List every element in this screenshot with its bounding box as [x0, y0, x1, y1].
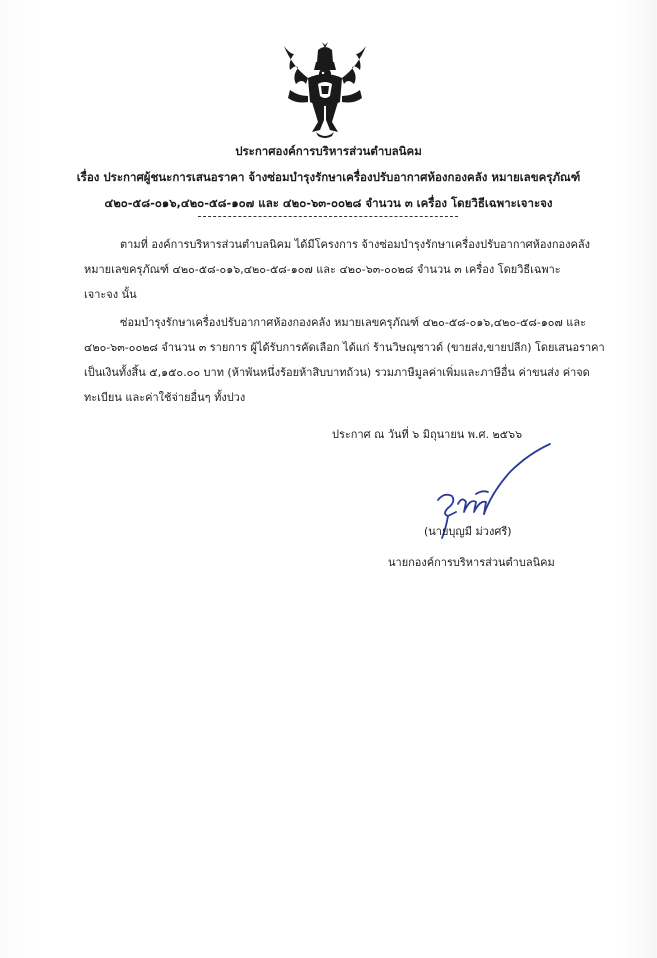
paragraph-2-line-3: เป็นเงินทั้งสิ้น ๕,๑๕๐.๐๐ บาท (ห้าพันหนึ่งร้อยห้าสิบบาทถ้วน) รวมภาษีมูลค่าเพิ่มและภาษีอื่น ค่าขนส่ง ค่าจด: [84, 366, 590, 379]
announcement-date: ประกาศ ณ วันที่ ๖ มิถุนายน พ.ศ. ๒๕๖๖: [332, 428, 523, 441]
title-line-2: เรื่อง ประกาศผู้ชนะการเสนอราคา จ้างซ่อมบำรุงรักษาเครื่องปรับอากาศห้องกองคลัง หมายเลขครุภัณฑ์: [76, 170, 581, 184]
paragraph-1-line-3: เจาะจง นั้น: [84, 288, 137, 301]
signer-position: นายกองค์การบริหารส่วนตำบลนิคม: [388, 556, 555, 569]
paragraph-1-line-2: หมายเลขครุภัณฑ์ ๔๒๐-๕๘-๐๑๖,๔๒๐-๕๘-๑๐๗ และ ๔๒๐-๖๓-๐๐๒๘ จำนวน ๓ เครื่อง โดยวิธีเฉพาะ: [84, 263, 561, 276]
paragraph-1: [84, 232, 590, 307]
title-divider: [198, 216, 458, 217]
title-line-3: ๔๒๐-๕๘-๐๑๖,๔๒๐-๕๘-๑๐๗ และ ๔๒๐-๖๓-๐๐๒๘ จำนวน ๓ เครื่อง โดยวิธีเฉพาะเจาะจง: [104, 196, 553, 210]
paragraph-2: [84, 310, 605, 410]
paragraph-1-line-1: ตามที่ องค์การบริหารส่วนตำบลนิคม ได้มีโครงการ จ้างซ่อมบำรุงรักษาเครื่องปรับอากาศห้องกองคลัง: [120, 238, 590, 251]
paragraph-2-line-1: ซ่อมบำรุงรักษาเครื่องปรับอากาศห้องกองคลัง หมายเลขครุภัณฑ์ ๔๒๐-๕๘-๐๑๖,๔๒๐-๕๘-๑๐๗ และ: [120, 316, 587, 329]
title-line-1: ประกาศองค์การบริหารส่วนตำบลนิคม: [235, 144, 422, 158]
garuda-emblem-icon: [278, 40, 372, 140]
paragraph-2-line-2: ๔๒๐-๖๓-๐๐๒๘ จำนวน ๓ รายการ ผู้ได้รับการคัดเลือก ได้แก่ ร้านวิษณุซาวด์ (ขายส่ง,ขายปลีก) โดยเสนอราคา: [84, 341, 605, 354]
signer-name: (นายบุญมี ม่วงศรี): [424, 525, 512, 538]
paragraph-2-line-4: ทะเบียน และค่าใช้จ่ายอื่นๆ ทั้งปวง: [84, 391, 246, 404]
document-title: [40, 138, 617, 216]
